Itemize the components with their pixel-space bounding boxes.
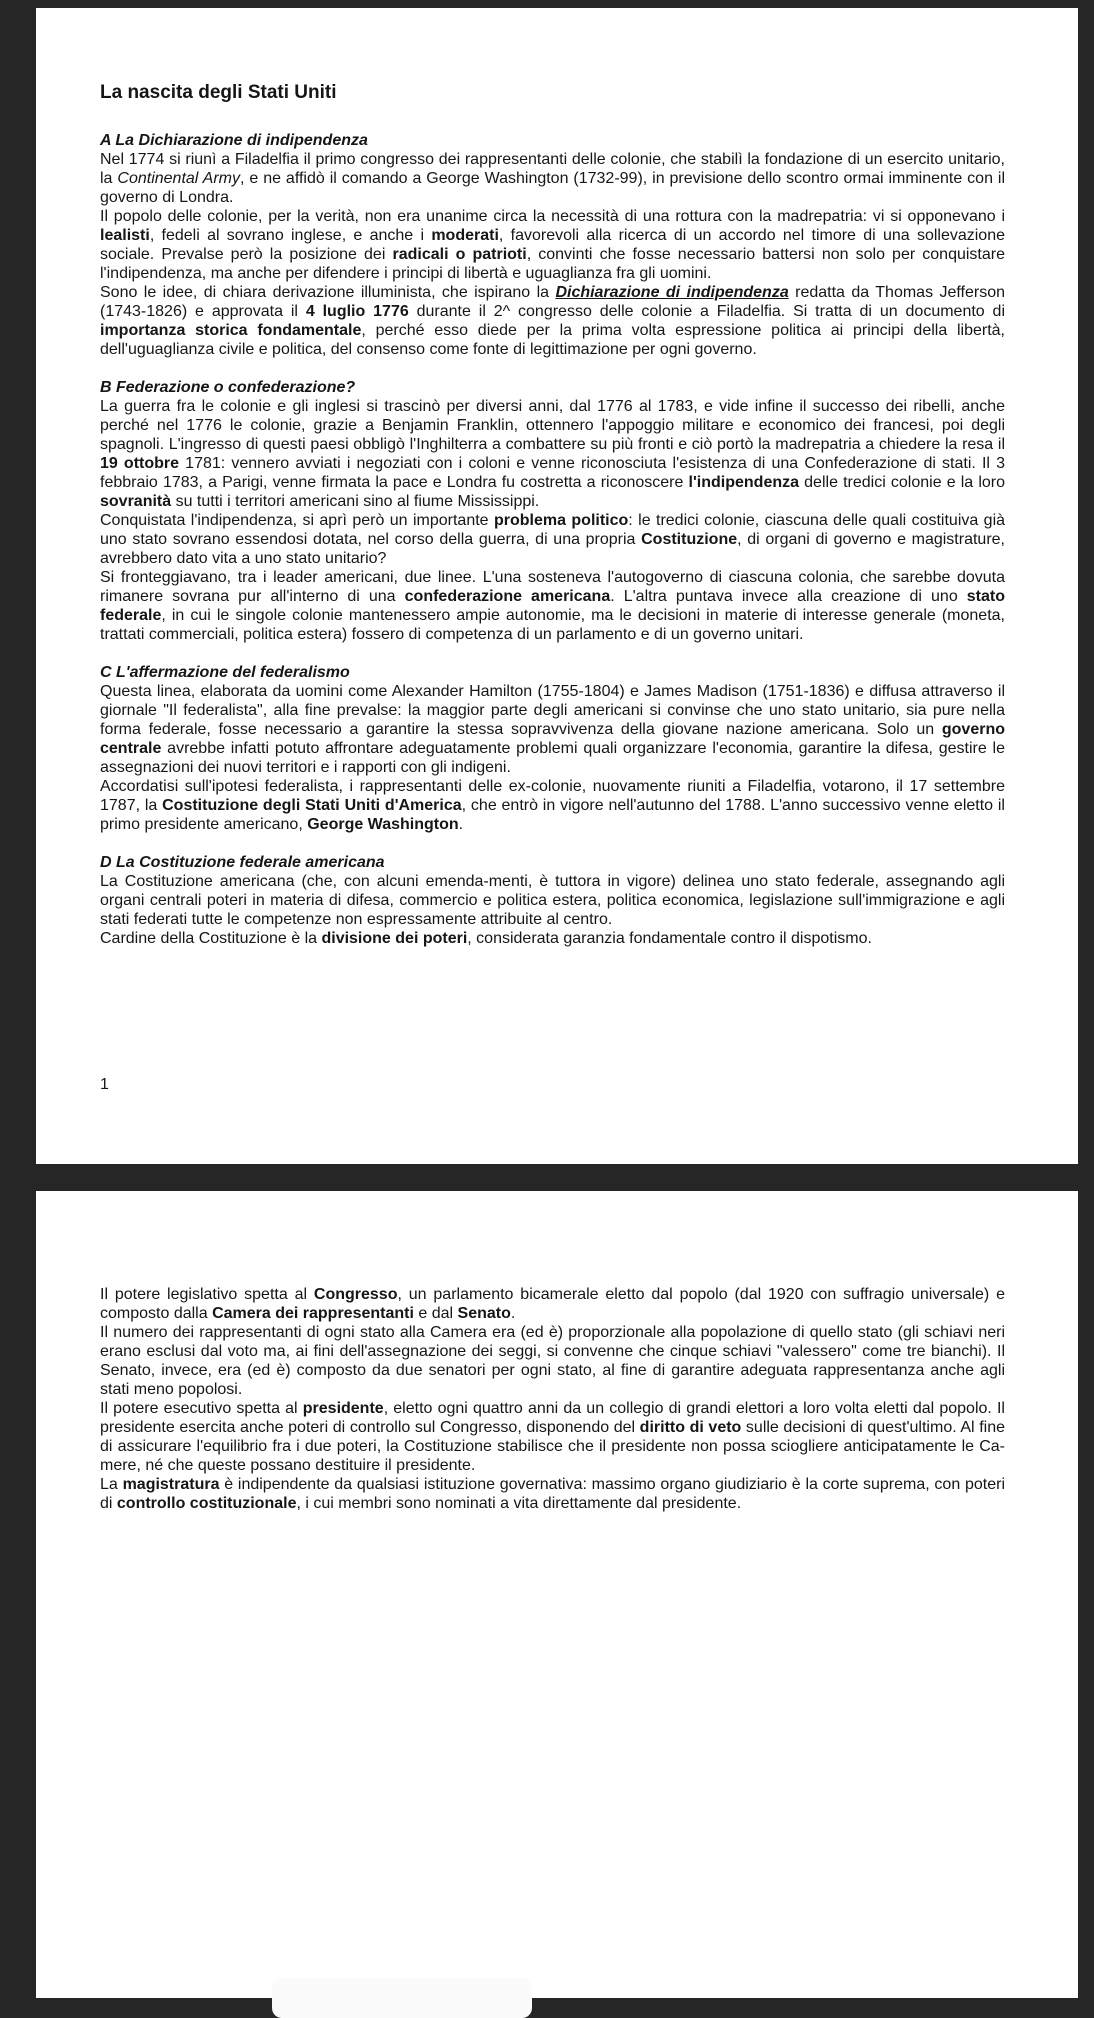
emphasized-text: controllo costituzionale <box>116 1495 297 1512</box>
emphasized-text: l'indipendenza <box>688 473 800 491</box>
text-run: su tutti i territori americani sino al fiume Mississippi. <box>171 492 540 510</box>
text-run: Accordatisi sull'ipotesi federalista, i rappresentanti delle ex-colonie, nuovamente riuniti a Filadelfia, votarono, il 17 settembre 1787, la <box>100 777 1005 814</box>
emphasized-text: divisione dei poteri <box>321 929 468 947</box>
text-run: Sono le idee, di chiara derivazione illuminista, che ispirano la <box>100 283 556 301</box>
text-run: , considerata garanzia fondamentale contro il dispotismo. <box>467 929 872 947</box>
emphasized-text: Costituzione degli Stati Uniti d'America <box>162 796 462 814</box>
emphasized-text: confederazione americana <box>404 587 611 605</box>
emphasized-text: radicali o patrioti <box>392 245 527 263</box>
paragraph <box>100 1323 1005 1399</box>
emphasized-text: Dichiarazione di indipendenza <box>555 283 789 301</box>
document-page-1 <box>36 8 1078 1164</box>
paragraph <box>100 511 1005 568</box>
text-run: Il potere legislativo spetta al <box>100 1286 314 1303</box>
emphasized-text: Costituzione <box>641 530 738 548</box>
section-heading: D La Costituzione federale americana <box>100 853 385 871</box>
text-run: , che entrò in vigore nell'autunno del 1788. L'anno successivo venne eletto il primo presidente americano, <box>100 796 1005 833</box>
emphasized-text: magistratura <box>122 1476 220 1493</box>
partial-bottom-element[interactable] <box>272 1978 532 2018</box>
emphasized-text: moderati <box>431 226 499 244</box>
text-run: 1781: vennero avviati i negoziati con i coloni e venne riconosciuta l'esistenza di una Confederazione di stati. Il 3 febbraio 1783, a Parigi, venne firmata la pace e Londra fu costretta a riconoscere <box>100 454 1006 491</box>
text-run: Il numero dei rappresentanti di ogni stato alla Camera era (ed è) proporzionale alla popolazione di quello stato (gli schiavi neri erano esclusi dal voto ma, ai fini dell'assegnazione dei seggi, si convenne che cinque schiavi "valessero" come tre bianchi). Il Senato, invece, era (ed è) composto da due senatori per ogni stato, al fine di garantire adeguata rappresentanza anche agli stati meno popolosi. <box>100 1324 1005 1398</box>
emphasized-text: 19 ottobre <box>100 454 180 472</box>
text-run: . <box>458 815 464 833</box>
text-run: La guerra fra le colonie e gli inglesi si trascinò per diversi anni, dal 1776 al 1783, e vide infine il successo dei ribelli, anche perché nel 1776 le colonie, grazie a Benjamin Franklin, ottennero l'appoggio militare e economico dei francesi, poi degli spagnoli. L'ingresso di questi paesi obbligò l'Inghilterra a combattere su più fronti e ciò portò la madrepatria a chiedere la resa il <box>100 397 1005 453</box>
document-section <box>100 853 1005 948</box>
paragraph <box>100 777 1005 834</box>
text-run: , un parlamento bicamerale eletto dal popolo (dal 1920 con suffragio universale) e composto dalla <box>100 1286 1006 1322</box>
paragraph <box>100 929 1005 948</box>
text-run: , e ne affidò il comando a George Washington (1732-99), in previsione dello scontro ormai imminente con il governo di Londra. <box>100 169 1006 206</box>
paragraph <box>100 682 1005 777</box>
document-section <box>100 663 1005 834</box>
emphasized-text: presidente <box>302 1400 384 1417</box>
paragraph <box>100 283 1005 359</box>
emphasized-text: lealisti <box>100 226 150 244</box>
paragraph <box>100 150 1005 207</box>
emphasized-text: importanza storica fondamentale <box>100 321 362 339</box>
emphasized-text: stato federale <box>100 587 1006 624</box>
emphasized-text: diritto di veto <box>639 1419 742 1436</box>
paragraph <box>100 207 1005 283</box>
emphasized-text: Congresso <box>313 1286 398 1303</box>
emphasized-text: Senato <box>457 1305 511 1322</box>
page-number: 1 <box>100 1076 109 1093</box>
text-run: , perché esso diede per la prima volta espressione politica ai principi della libertà, dell'uguaglianza civile e politica, del consenso come fonte di legittimazione per ogni governo. <box>100 321 1006 358</box>
paragraph <box>100 1475 1005 1513</box>
document-page-2 <box>36 1191 1078 1998</box>
text-run: avrebbe infatti potuto affrontare adeguatamente problemi quali organizzare l'economia, garantire la difesa, gestire le assegnazioni dei nuovi territori e i rapporti con gli indigeni. <box>100 739 1005 776</box>
paragraph <box>100 1399 1005 1475</box>
paragraph <box>100 397 1005 511</box>
text-run: , i cui membri sono nominati a vita direttamente dal presidente. <box>296 1495 742 1512</box>
text-run: Nel 1774 si riunì a Filadelfia il primo congresso dei rappresentanti delle colonie, che stabilì la fondazione di un esercito unitario, la <box>100 150 1005 187</box>
text-run: Questa linea, elaborata da uomini come Alexander Hamilton (1755-1804) e James Madison (1751-1836) e diffusa attraverso il giornale "Il federalista", alla fine prevalse: la maggior parte degli americani si convinse che uno stato unitario, sia pure nella forma federale, fosse necessario a garantire la stessa sopravvivenza della giovane nazione americana. Solo un <box>100 682 1005 738</box>
paragraph <box>100 1285 1005 1323</box>
emphasized-text: Camera dei rappresentanti <box>212 1305 414 1322</box>
document-section <box>100 1285 1005 1513</box>
text-run: , favorevoli alla ricerca di un accordo nel timore di una sollevazione sociale. Prevalse però la posizione dei <box>100 226 1006 263</box>
emphasized-text: George Washington <box>307 815 459 833</box>
emphasized-text: 4 luglio 1776 <box>305 302 409 320</box>
section-heading: C L'affermazione del federalismo <box>100 663 350 681</box>
text-run: Il potere esecutivo spetta al <box>100 1400 303 1417</box>
text-run: sulle decisioni di quest'ultimo. Al fine di assicurare l'equilibrio fra i due poteri, la Costituzione stabilisce che il presidente non possa sciogliere anticipatamente le Ca-mere, né che queste possano destituire il presidente. <box>100 1419 1005 1474</box>
text-run: è indipendente da qualsiasi istituzione governativa: massimo organo giudiziario è la corte suprema, con poteri di <box>100 1476 1006 1512</box>
text-run: La Costituzione americana (che, con alcuni emenda-menti, è tuttora in vigore) delinea uno stato federale, assegnando agli organi centrali poteri in materia di difesa, commercio e politica estera, politica economica, legislazione sull'immigrazione e agli stati federati tutte le competenze non espressamente attribuite al centro. <box>100 872 1005 928</box>
text-run: . <box>510 1305 516 1322</box>
text-run: La <box>100 1476 123 1493</box>
document-section <box>100 378 1005 644</box>
page-1-content <box>100 131 1005 948</box>
text-run: redatta da Thomas Jefferson (1743-1826) e approvata il <box>100 283 1006 320</box>
text-run: Cardine della Costituzione è la <box>100 929 322 947</box>
text-run: durante il 2^ congresso delle colonie a Filadelfia. Si tratta di un documento di <box>408 302 1006 320</box>
document-title: La nascita degli Stati Uniti <box>100 82 337 103</box>
emphasized-text: governo centrale <box>100 720 1005 757</box>
document-section <box>100 131 1005 359</box>
text-run: , in cui le singole colonie mantenessero ampie autonomie, ma le decisioni in materie di interesse generale (moneta, trattati commerciali, politica estera) fossero di competenza di un parlamento e di un governo unitari. <box>100 606 1005 643</box>
text-run: Conquistata l'indipendenza, si aprì però un importante <box>100 511 494 529</box>
text-run: Si fronteggiavano, tra i leader americani, due linee. L'una sosteneva l'autogoverno di ciascuna colonia, che sarebbe dovuta rimanere sovrana pur all'interno di una <box>100 568 1005 605</box>
text-run: Il popolo delle colonie, per la verità, non era unanime circa la necessità di una rottura con la madrepatria: vi si opponevano i <box>100 207 1005 225</box>
emphasized-text: problema politico <box>493 511 629 529</box>
text-run: , convinti che fosse necessario battersi non solo per conquistare l'indipendenza, ma anche per difendere i principi di libertà e uguaglianza fra gli uomini. <box>100 245 1005 282</box>
text-run: delle tredici colonie e la loro <box>799 473 1006 491</box>
paragraph <box>100 872 1005 929</box>
page-2-content <box>100 1285 1005 1513</box>
section-heading: A La Dichiarazione di indipendenza <box>100 131 368 149</box>
section-heading: B Federazione o confederazione? <box>100 378 356 396</box>
text-run: , di organi di governo e magistrature, avrebbero dato vita a uno stato unitario? <box>100 530 1005 567</box>
text-run: : le tredici colonie, ciascuna delle quali costituiva già uno stato sovrano essendosi dotata, nel corso della guerra, di una propria <box>100 511 1006 548</box>
emphasized-text: sovranità <box>100 492 172 510</box>
text-run: , eletto ogni quattro anni da un collegio di grandi elettori a loro volta eletti dal popolo. Il presidente esercita anche poteri di controllo sul Congresso, disponendo del <box>100 1400 1005 1436</box>
paragraph <box>100 568 1005 644</box>
text-run: . L'altra puntava invece alla creazione di uno <box>610 587 967 605</box>
text-run: e dal <box>413 1305 458 1322</box>
emphasized-text: Continental Army <box>117 169 240 187</box>
text-run: , fedeli al sovrano inglese, e anche i <box>149 226 432 244</box>
